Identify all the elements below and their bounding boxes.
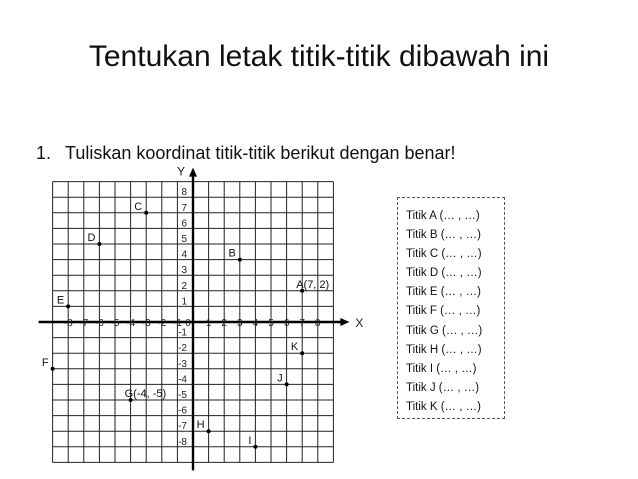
coordinate-grid xyxy=(40,164,364,468)
point-h xyxy=(207,429,211,433)
x-tick-label: -7 xyxy=(79,318,89,329)
answer-line-j: Titik J (… , …) xyxy=(406,381,480,394)
x-tick-label: -5 xyxy=(110,318,120,329)
y-tick-label: -1 xyxy=(178,327,187,339)
x-axis-arrow xyxy=(340,318,349,326)
slide-title: Tentukan letak titik-titik dibawah ini xyxy=(88,40,550,73)
x-tick-label: 5 xyxy=(268,318,274,329)
y-tick-label: 3 xyxy=(181,265,187,277)
answer-line-c: Titik C (… , …) xyxy=(406,248,482,261)
x-tick-label: 3 xyxy=(237,318,243,329)
answer-line-e: Titik E (… , …) xyxy=(406,286,481,299)
answer-line-h: Titik H (… , …) xyxy=(406,343,482,356)
point-b xyxy=(238,258,242,262)
point-k xyxy=(300,351,304,355)
point-label-k: K xyxy=(290,341,299,354)
x-tick-label: -1 xyxy=(172,318,182,329)
y-tick-label: -3 xyxy=(178,358,187,370)
y-tick-label: 1 xyxy=(181,296,187,308)
y-tick-label: -6 xyxy=(178,405,187,417)
answer-line-f: Titik F (… , …) xyxy=(406,305,481,318)
point-i xyxy=(253,445,257,449)
x-tick-label: 2 xyxy=(221,318,227,329)
answer-line-a: Titik A (… , …) xyxy=(406,210,480,222)
x-tick-label: -2 xyxy=(157,318,167,329)
instruction-text: Tuliskan koordinat titik-titik berikut dengan benar! xyxy=(65,143,456,163)
y-tick-label: 8 xyxy=(181,187,187,199)
y-axis-arrow xyxy=(189,168,197,177)
point-label-i: I xyxy=(248,434,252,447)
y-tick-label: 2 xyxy=(181,280,187,292)
point-label-c: C xyxy=(134,200,143,213)
answer-box xyxy=(397,197,505,419)
point-label-f: F xyxy=(41,356,49,369)
point-e xyxy=(66,304,70,308)
y-axis-label: Y xyxy=(177,164,186,179)
point-label-h: H xyxy=(196,419,205,432)
y-tick-label: 4 xyxy=(181,249,187,261)
x-tick-label: 6 xyxy=(283,318,290,329)
y-tick-label: -7 xyxy=(178,421,187,433)
point-label-g: G(-4, -5) xyxy=(124,388,167,400)
point-c xyxy=(144,211,148,215)
answer-line-k: Titik K (… , …) xyxy=(406,400,481,413)
x-tick-label: 4 xyxy=(252,318,259,329)
x-tick-label: -8 xyxy=(63,318,73,329)
point-label-d: D xyxy=(87,232,96,244)
answer-line-d: Titik D (… , …) xyxy=(406,267,482,280)
y-tick-label: 5 xyxy=(181,234,187,245)
x-tick-label: -3 xyxy=(141,318,151,329)
x-tick-label: 8 xyxy=(315,318,321,329)
point-d xyxy=(97,242,101,246)
x-axis-label: X xyxy=(355,316,364,330)
y-tick-label: -2 xyxy=(178,343,187,355)
point-label-j: J xyxy=(277,372,283,385)
y-tick-label: -4 xyxy=(178,374,187,386)
instruction xyxy=(36,143,456,164)
y-tick-label: -8 xyxy=(178,436,187,448)
point-label-b: B xyxy=(228,247,236,260)
point-label-a: A(7, 2) xyxy=(296,278,330,291)
point-j xyxy=(285,382,289,386)
x-tick-label: 0 xyxy=(185,318,191,329)
x-tick-label: -4 xyxy=(126,318,136,329)
point-label-e: E xyxy=(56,294,65,307)
answer-line-b: Titik B (… , …) xyxy=(406,229,481,242)
x-tick-label: 1 xyxy=(205,318,212,329)
instruction-number: 1. xyxy=(36,143,52,163)
y-tick-label: 7 xyxy=(181,202,187,214)
x-tick-label: -6 xyxy=(94,318,104,329)
y-tick-label: 6 xyxy=(181,218,187,230)
y-tick-label: -5 xyxy=(178,390,187,401)
x-tick-label: 7 xyxy=(299,318,305,329)
answer-line-g: Titik G (… , …) xyxy=(406,324,483,337)
answer-line-i: Titik I (… , …) xyxy=(406,362,477,375)
point-f xyxy=(51,367,55,371)
